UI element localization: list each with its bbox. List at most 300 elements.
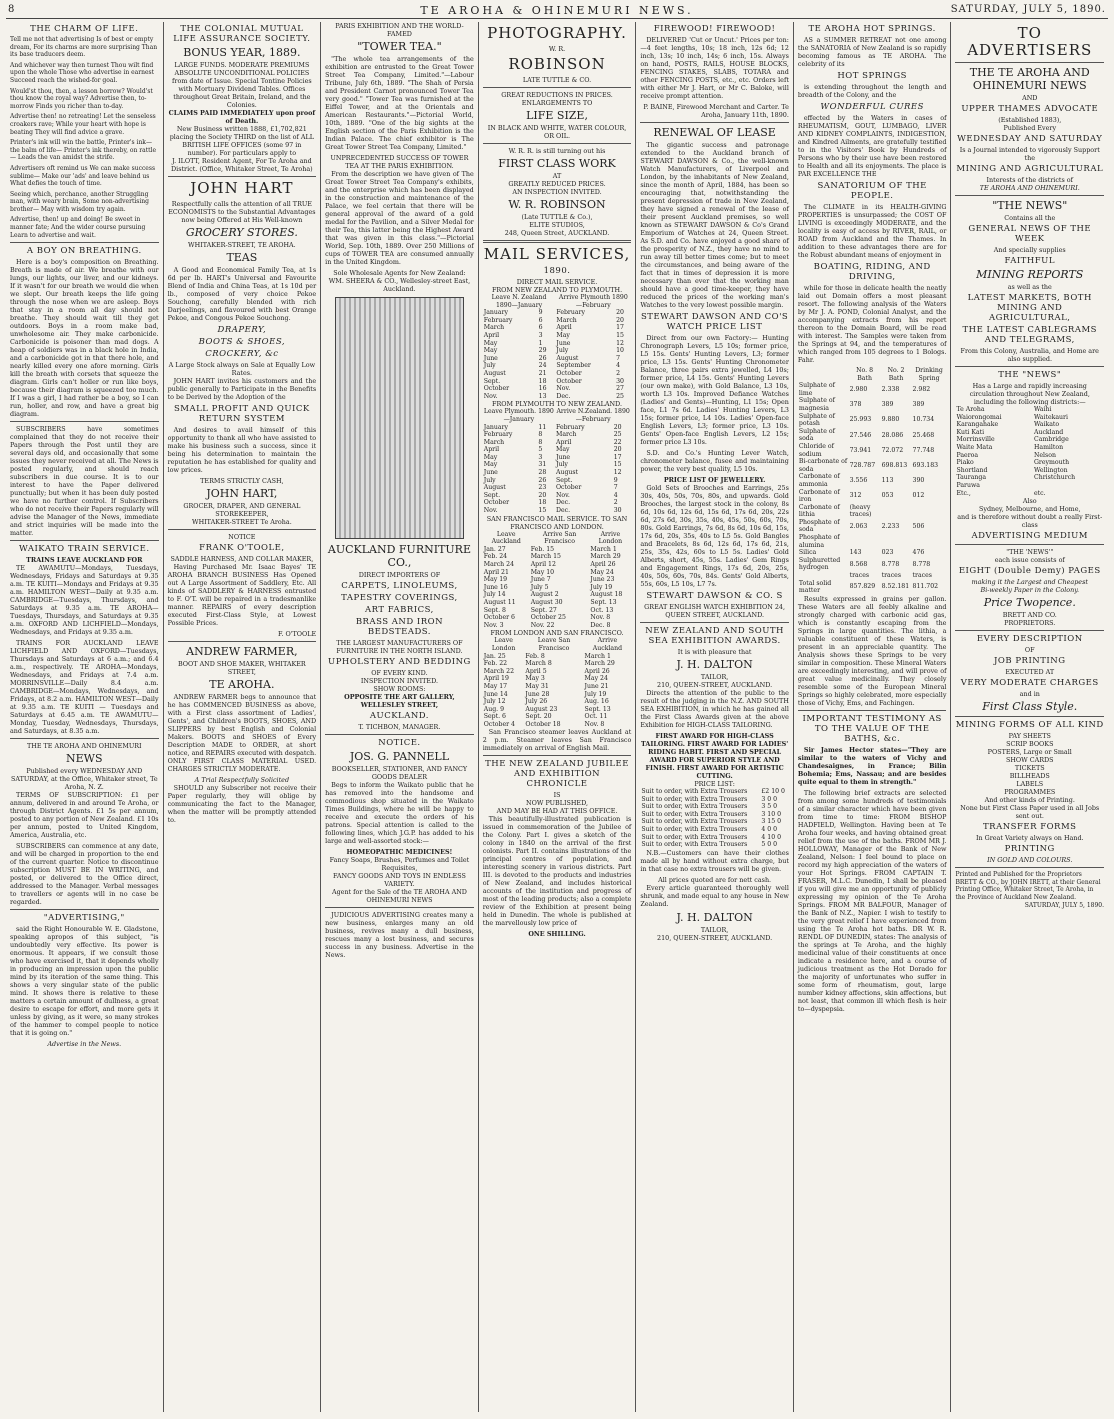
reductions: GREAT REDUCTIONS IN PRICES. [501, 91, 613, 99]
table-row [483, 698, 632, 706]
insurance-more: New Business written 1888, £1,702,821 placing the Society THIRD on the list of ALL BRITISH LIFE OFFICES (some 97 in number). For particulars apply to [169, 125, 314, 157]
table-cell: March 1 [590, 545, 617, 553]
table-cell: June 21 [584, 682, 609, 690]
unprecedented: UNPRECEDENTED SUCCESS OF TOWER TEA AT THE PARIS EXHIBITION. [330, 154, 469, 170]
therefore: and is therefore without doubt a really First-class [957, 513, 1103, 530]
table-cell: Suit to order, with Extra Trousers [641, 833, 748, 841]
district-name: Paruwa [956, 481, 980, 489]
table-cell: Nov. 22 [530, 621, 555, 629]
table-cell: 11 [538, 423, 547, 431]
print-item: POSTERS, Large or Small [987, 748, 1072, 757]
also: Also [1022, 497, 1037, 506]
table-cell: 378 [849, 401, 862, 409]
analysis-row [798, 504, 947, 519]
table-cell: 2.063 [849, 522, 868, 530]
table-cell: traces [881, 572, 902, 580]
table-cell: April 19 [483, 675, 509, 683]
of: OF [1024, 646, 1035, 655]
table-row [483, 576, 632, 584]
table-cell: May [483, 453, 498, 461]
masthead [6, 4, 1108, 19]
table-cell: March 22 [483, 667, 515, 675]
tapestry: TAPESTRY COVERINGS, [341, 593, 458, 603]
table-cell: August 30 [530, 598, 563, 606]
table-cell: 053 [881, 492, 894, 500]
table-row [483, 569, 632, 577]
table-row [483, 653, 632, 661]
table-cell: 10 [616, 347, 624, 355]
header-cell [798, 367, 849, 382]
first-class-work: FIRST CLASS WORK [498, 157, 616, 170]
suit-row [640, 834, 789, 842]
sf-title: SAN FRANCISCO MAIL SERVICE. TO SAN FRANCISCO AND LONDON. [486, 514, 628, 531]
table-cell: Phosphate of soda [798, 518, 840, 534]
districts-list [955, 406, 1104, 497]
table-cell: 26 [538, 354, 547, 362]
hot-springs-title: TE AROHA HOT SPRINGS. [808, 24, 936, 34]
table-cell: 31 [538, 461, 547, 469]
district-name: Waihi [1033, 406, 1052, 413]
district-row [955, 444, 1104, 452]
table-cell: March 8 [525, 660, 552, 668]
stock-text: A Large Stock always on Sale at Equally Low Rates. [168, 361, 316, 377]
testimony-body: The following brief extracts are selected from among some hundreds of testimonials of a similar character which have been given from time to time: FROM BISHOP HADFIELD, Wellington. Having been at Te Aroha four weeks, and having obtained great relief from the use of the baths. FROM MR J. HOLLOWAY, Manager of the Bank of New Zealand, Nelson: I feel bound to place on record my high appreciation of the waters of your Hot Springs. FROM CAPTAIN T. FRASER, M.L.C. Dunedin, I shall be pleased if you will give me an opportunity of publicly expressing my opinion of the Te Aroha Springs. FROM MR BALFOUR, Manager of the Bank of N.Z., Napier. I wish to testify to the very great relief I have experienced from using the Te Aroha hot baths. DR W. R. RENDL OF DUNEDIN, states: The analysis of the springs at Te Aroha, and the highly medicinal value of their constituents at once indicate a residence here, and a course of judicious treatment as the Hot Dorado for the majority of unfortunates who suffer in some form of rheumatism, gout, large number kidney affections, skin affections, but not least, that common ill which flesh is heir to—dyspepsia. [797, 788, 947, 1013]
farmer-trade: BOOT AND SHOE MAKER, WHITAKER STREET, [177, 660, 306, 676]
table-cell: Suit to order, with Extra Trousers [641, 803, 748, 811]
variety: In Great Variety always on Hand. [975, 834, 1084, 843]
at: AT [552, 172, 562, 180]
table-row [483, 492, 632, 500]
table-cell: Nov. [555, 491, 570, 499]
table-cell: May 19 [483, 576, 508, 584]
table-cell: Sulphuretted hydrogen [798, 556, 841, 572]
sd-list: Direct from our own Factory:— Hunting Chronograph Levers, L5 10s; former price, L5 15s. Gents' Hunting Levers, L3; former price, L3 15s. Gents' Hunting Chronometer Balance, three pairs extra jewelled, L4 10s; former price, L4 15s. Gents' Hunting Levers (our own make), with Gold Balance, L3 10s, worth L3 10s. Improved Defiance Watches (Ladies' and Gents)—Hunting, L1 15s; Open face, L1 7s 6d. Ladies' Hunting Levers, L3 15s; former price, L4 10s. Ladies' Open-face English Levers, L3; former price, L3 10s. Gents' Open-face English Levers, L2 15s; former price L3 10s. [640, 334, 789, 446]
table-cell: Chloride of sodium [798, 442, 834, 458]
sd-more: S.D. and Co.'s Hunting Lever Watch, chronometer balance, fusee and maintaining power, the very best quality, L5 10s. [640, 449, 789, 473]
poem-stanza: Advertisers oft remind us We can make success sublime— Make our 'ads' and leave behind us What defies the touch of time. [10, 164, 156, 188]
table-cell: May 3 [525, 675, 545, 683]
table-cell: 2 [616, 369, 621, 377]
poem-stanza: Advertise then! no retreating! Let the senseless croakers rave; While your heart with hope is beating They will find advice a grave. [10, 113, 156, 136]
sd-address-2: GREAT ENGLISH WATCH EXHIBITION 24, QUEEN STREET, AUCKLAND. [644, 603, 786, 619]
carpets: CARPETS, LINOLEUMS, [341, 581, 458, 591]
table-cell: traces [849, 572, 870, 580]
table-cell: 30 [616, 377, 624, 385]
header-cell: Leave Plymouth. 1890—January [483, 408, 554, 423]
imprint-date: SATURDAY, JULY 5, 1890. [1024, 901, 1105, 909]
district-row [955, 436, 1104, 444]
pannell-trade: BOOKSELLER, STATIONER, AND FANCY GOODS DEALER [331, 765, 468, 781]
hart-2-trade: GROCER, DRAPER, AND GENERAL STOREKEEPER, [183, 502, 301, 518]
table-cell: 72.072 [881, 446, 904, 454]
consists: each issue consists of [994, 556, 1065, 565]
table-cell: Dec. [555, 499, 571, 507]
table-cell: £2 10 0 [761, 788, 785, 795]
tower-tea: "TOWER TEA." [357, 40, 442, 53]
analysis-row [798, 489, 947, 504]
cablegrams: THE LATEST CABLEGRAMS AND TELEGRAMS, [962, 325, 1097, 345]
boots-shoes: BOOTS & SHOES, [198, 337, 286, 347]
gold-colours: IN GOLD AND COLOURS. [987, 856, 1073, 865]
analysis-row [798, 428, 947, 443]
table-cell: May 17 [483, 682, 508, 690]
table-cell: 22 [613, 438, 622, 446]
table-cell: 143 [849, 549, 862, 557]
table-cell: March 29 [590, 553, 621, 561]
brass-iron: BRASS AND IRON BEDSTEADS. [355, 617, 444, 637]
newspaper-title: TE AROHA & OHINEMURI NEWS. [420, 4, 694, 17]
upper-thames: UPPER THAMES ADVOCATE [961, 104, 1099, 114]
table-cell: April [555, 438, 572, 446]
table-row [483, 324, 632, 332]
table-cell: 4 0 0 [761, 825, 778, 833]
table-cell: Feb. 22 [483, 660, 508, 668]
table-cell: Jan. 25 [483, 652, 506, 660]
bonus-year: BONUS YEAR, 1889. [183, 46, 301, 59]
from-london: FROM LONDON AND SAN FRANCISCO. [490, 629, 624, 638]
print-item: LABELS [1016, 780, 1044, 789]
trial: A Trial Respectfully Solicited [194, 776, 290, 784]
district-row [955, 452, 1104, 460]
table-cell: February [483, 431, 513, 439]
table-cell: 20 [613, 446, 622, 454]
tower-agents: Sole Wholesale Agents for New Zealand: WM. SHEERA & CO., Wellesley-street East, Auckland. [328, 269, 471, 293]
subscribers-notice: SUBSCRIBERS have sometimes complained that they do not receive their Papers through the Post until they are several days old, and occasionally that some issues they never received at all. The News is posted regularly, and should reach subscribers in due course. It is to our interest to have the Paper delivered punctually; but when it has been duly posted we have no further control. If Subscribers who do not receive their Papers regularly will advise the Manager of the News, immediate and strict inquiries will be made into the matter. [10, 425, 159, 538]
dalton-awards: FIRST AWARD FOR HIGH-CLASS TAILORING. FIRST AWARD FOR LADIES' RIDING HABIT. FIRST AND SPECIAL AWARD FOR SUPERIOR STYLE AND FINISH. FIRST AWARD FOR ARTISTIC CUTTING. [641, 732, 789, 780]
table-cell: 20 [538, 491, 547, 499]
column-7 [951, 22, 1108, 1412]
table-cell: October 25 [530, 614, 566, 622]
district-name [1033, 482, 1104, 490]
table-row [483, 706, 632, 714]
table-cell: Sulphate of potash [798, 412, 835, 428]
trains-text: TE AWAMUTU—Mondays, Tuesdays, Wednesdays, Fridays and Saturdays at 9.35 a.m. TE KUITI—Mondays and Fridays at 9.35 a.m. HAMILTON WEST—Daily at 9.35 a.m. CAMBRIDGE—Tuesdays, Thursdays, and Saturdays at 9.35 a.m. TE AROHA—Tuesdays, Thursdays, and Saturdays at 9.35 a.m. OXFORD AND LICHFIELD—Mondays, Wednesdays, and Fridays at 9.35 a.m. [10, 564, 159, 637]
table-row [483, 584, 632, 592]
district-name: Christchurch [1033, 474, 1076, 482]
table-cell: February [556, 309, 586, 317]
table-cell: Dec. 8 [590, 621, 611, 629]
table-cell: 25.468 [912, 431, 935, 439]
circulation: Has a Large and rapidly increasing circulation throughout New Zealand, including the following districts:— [969, 382, 1090, 406]
district-name: Te Aroha [956, 406, 985, 413]
print-list [955, 732, 1104, 796]
table-row [483, 546, 632, 554]
robinson-address: 248, Queen Street, AUCKLAND. [504, 229, 610, 237]
notice-2: NOTICE. [378, 738, 421, 748]
table-cell: Nov. 8 [584, 720, 605, 728]
other-printing: And other kinds of Printing. [984, 796, 1075, 805]
wonderful-cures: WONDERFUL CURES [820, 102, 924, 112]
late-tuttle-2: (Late TUTTLE & Co.), [521, 213, 593, 221]
table-cell: 12 [613, 469, 622, 477]
jubilee-chronicle: THE NEW ZEALAND JUBILEE AND EXHIBITION CHRONICLE [485, 759, 629, 790]
table-cell: 2.338 [881, 385, 900, 393]
paper-title: THE TE AROHA AND OHINEMURI [26, 742, 142, 751]
table-cell: March 29 [584, 660, 615, 668]
judicious: JUDICIOUS ADVERTISING creates many a new business, enlarges many an old business, revives many a dull business, rescues many a lost business, and secures success in any business. Advertise in the News. [325, 911, 474, 959]
table-cell: 21 [538, 369, 547, 377]
table-cell: March [483, 438, 505, 446]
breathing-text: Here is a boy's composition on Breathing. Breath is made of air. We breathe with our lungs, our lights, our liver, and our kidneys. If it wasn't for our breath we would die when we slept. Our breath keeps the life going through the nose when we are asleep. Boys that stay in a room all day should not breathe. They should wait till they get outdoors. Boys in a room make bad, unwholesome air. They make carbonicide. Carbonicide is poisoner than mad dogs. A heap of soldiers was in a black hole in India, and a carbonicide got in that there hole, and nearly killed every one afore morning. Girls kill the breath with corsets that squeeze the diagram. Girls can't holler or run like boys, because their diagram is squeezed too much. If I was a girl, I had rather be a boy, so I can run, holler, and row, and have a great big diagram. [10, 258, 159, 419]
table-cell: March 24 [483, 561, 515, 568]
table-cell: 20 [613, 423, 622, 431]
climate: The CLIMATE in its HEALTH-GIVING PROPERTIES is unsurpassed; the COST OF LIVING is exceedingly MODERATE, and the locality is easy of access by RIVER, RAIL, or ROAD from Auckland and the Thames. In addition to these advantages there are for the Robust abundant means of enjoyment in [797, 203, 947, 259]
table-cell: Nov. [483, 392, 498, 400]
train-title: WAIKATO TRAIN SERVICE. [19, 544, 150, 555]
poem-stanza: And whichever way then turnest Thou wilt find upon the whole Those who advertise in earnest Succeed reach the wished-for goal. [10, 61, 155, 84]
table-cell: 5 0 0 [761, 841, 778, 849]
analysis-row [798, 580, 947, 595]
table-row [483, 469, 632, 477]
table-header [483, 408, 632, 423]
table-cell: May [483, 339, 498, 347]
district-name: Nelson [1033, 451, 1056, 459]
table-cell: April 26 [584, 667, 610, 675]
table-cell: Nov. 3 [483, 621, 504, 629]
page-number: 8 [8, 4, 18, 15]
district-row [955, 490, 1104, 498]
and-1: AND [1022, 94, 1038, 102]
poem-stanza: Tell me not that advertising Is of best or empty dream, For its charms are more surprising Than its base traducers deem. [10, 36, 158, 59]
as-well: as well as the [1007, 283, 1052, 291]
guarantee: Every article guaranteed thoroughly well shrunk, and made equal to any house in New Zealand. [640, 883, 789, 908]
suit-row [640, 796, 789, 804]
table-cell: August 23 [525, 705, 558, 713]
hot-springs-intro: AS a SUMMER RETREAT not one among the SANATORIA of New Zealand is so rapidly becoming famous as TE AROHA. The celebrity of its [797, 36, 947, 68]
table-cell: 28 [538, 469, 547, 477]
table-cell: April [556, 324, 572, 332]
district-name: Cambridge [1033, 436, 1069, 444]
table-cell: April 12 [530, 561, 556, 568]
analysis-row [798, 549, 947, 557]
hart-intro: Respectfully calls the attention of all TRUE ECONOMISTS to the Substantial Advantages now being Offered at His Well-known [168, 200, 316, 224]
nb-note: N.B.—Customers can have their clothes made all by hand without extra charge, but in that case no extra trousers will be given. [640, 848, 789, 873]
price-list: PRICE LIST: [694, 780, 735, 788]
table-cell: April [483, 331, 500, 339]
column-2 [164, 22, 322, 1412]
should-notice: SHOULD any Subscriber not receive their Paper regularly, they will oblige by communicating the fact to the Manager, when the matter will be promptly attended to. [167, 784, 317, 824]
first-class-style: First Class Style. [982, 700, 1078, 714]
from-plymouth: FROM PLYMOUTH TO NEW ZEALAND. [492, 400, 622, 409]
every-description: EVERY DESCRIPTION [976, 634, 1083, 645]
table-cell: 16 [538, 385, 547, 393]
boating: BOATING, RIDING, AND DRIVING, [813, 262, 931, 282]
header-cell: Arrive Auckland [592, 637, 623, 652]
eight-pages: EIGHT (Double Demy) PAGES [958, 566, 1101, 577]
district-row [955, 474, 1104, 482]
analysis-row [798, 519, 947, 534]
advertising-text: said the Right Honourable W. E. Gladstone, speaking apropos of this subject, "is undoubtedly very effective. Its power is enormous. It appears, if we consult those who have exercised it, that it depends wholly in producing an impression upon the public mind by its iteration of the same thing. This shows a very singular state of the public mind. It shows there is relative to these matters a certain amount of dullness, a great desire to escape for effort, and more gets it unless by giving, as it were, so many strokes of the hammer to compel people to notice that it is going on." [10, 925, 159, 1038]
table-cell: 18 [538, 499, 547, 507]
table-row [483, 347, 632, 355]
terms-text: TERMS OF SUBSCRIPTION: £1 per annum, delivered in and around Te Aroha, or through District Agents. £1 5s per annum, posted to any portion of New Zealand. £1 10s per annum, posted to United Kingdom, America, Australia, etc. [10, 791, 159, 840]
analysis-row [798, 382, 947, 397]
table-row [483, 332, 632, 340]
table-cell: 698.813 [881, 461, 908, 469]
frank-otoole: FRANK O'TOOLE, [199, 543, 285, 553]
table-cell: March 1 [584, 652, 611, 660]
hart-invite: JOHN HART invites his customers and the public generally to Participate in the Benefits to be Derived by the Adoption of the [167, 377, 317, 401]
header-cell: Arrive San Francisco [542, 530, 577, 546]
table-cell: 2.982 [912, 385, 931, 393]
pleasure: It is with pleasure that [677, 648, 752, 656]
table-cell: 3.556 [849, 477, 868, 485]
table-cell: 9 [613, 476, 618, 484]
none-but: None but First Class Paper used in all Jobs sent out. [960, 804, 1100, 821]
jubilee-body: This beautifully-illustrated publication is issued in commemoration of the Jubilee of the Colony. Part I. gives a sketch of the colony in 1840 on the arrival of the first colonists. Part II. contains illustrations of the principal centres of population, and interesting scenery in various districts. Part III. is devoted to the products and industries of New Zealand, and includes historical accounts of the institution and progress of most of the leading products; also a complete review of the Exhibition at present being held in Dunedin. The whole is published at the marvellously low price of [482, 815, 632, 928]
cures-body: effected by the Waters in cases of RHEUMATISM, GOUT, LUMBAGO, LIVER AND KIDNEY COMPLAINTS, INDIGESTION, and Kindred Ailments, are gratefully testified to in the Visitors' Book by Hundreds of Persons who by their use have been restored to Health and all its enjoyments. The place is PAR EXCELLENCE THE [797, 114, 947, 178]
table-cell: March [555, 431, 577, 439]
table-cell: Silica [798, 549, 817, 557]
water-analysis-table [798, 367, 947, 595]
journal: Is a Journal intended to vigorously Support the [959, 146, 1100, 162]
table-cell: May [556, 331, 570, 339]
table-cell: 3 10 0 [761, 810, 782, 818]
district-name: Etc., [956, 489, 971, 497]
the-news: "THE NEWS" [992, 199, 1068, 212]
table-row [483, 362, 632, 370]
suit-prices [640, 788, 789, 849]
table-row [483, 660, 632, 668]
table-cell: Oct. 11 [584, 713, 608, 721]
table-cell: Aug. 9 [483, 705, 505, 713]
header-cell: Arrive London [598, 530, 623, 546]
enlargements: ENLARGEMENTS TO [521, 99, 593, 107]
table-cell: July 26 [525, 698, 548, 706]
table-cell: 8 [538, 438, 543, 446]
paris-heading: PARIS EXHIBITION AND THE WORLD-FAMED [335, 22, 464, 38]
grocery-location: WHITAKER-STREET, TE AROHA. [188, 241, 296, 249]
district-name: etc. [1033, 489, 1046, 497]
table-header [483, 531, 632, 546]
otoole-trade: SADDLE HARNESS, AND COLLAR MAKER, [170, 555, 314, 563]
late-tuttle: LATE TUTTLE & CO. [522, 76, 592, 84]
suit-row [640, 811, 789, 819]
district-row [955, 414, 1104, 422]
table-cell: 25 [616, 392, 624, 400]
analysis-row [798, 473, 947, 488]
table-cell: March [556, 316, 577, 324]
proprietors: PROPRIETORS. [1004, 619, 1056, 628]
table-cell: 7 [613, 484, 618, 492]
general-news: GENERAL NEWS OF THE WEEK [968, 224, 1092, 244]
table-cell: Sept. 20 [525, 713, 552, 721]
inspection-invited: INSPECTION INVITED. [360, 677, 438, 685]
table-cell: 12 [616, 339, 624, 347]
table-cell: May 24 [590, 568, 614, 576]
table-cell: July 5 [530, 583, 549, 591]
terms-cash: TERMS STRICTLY CASH, [200, 477, 284, 485]
table-row [483, 561, 632, 569]
transfer-forms: TRANSFER FORMS [983, 822, 1077, 833]
claims: CLAIMS PAID IMMEDIATELY upon proof of Death. [168, 109, 316, 125]
faithful: FAITHFUL [1004, 256, 1055, 266]
district-name: Tauranga [956, 474, 987, 482]
biweekly: Bi-weekly Paper in the Colony. [980, 586, 1079, 595]
district-name: Paeroa [956, 451, 979, 459]
sydney: Sydney, Melbourne, and Home, [978, 505, 1081, 514]
district-name: Kuti Kati [956, 428, 985, 436]
districts: TE AROHA AND OHINEMURI. [979, 184, 1080, 192]
table-cell: May 10 [530, 568, 555, 576]
subs-note: SUBSCRIBERS can commence at any date, and will be charged in proportion to the end of the current quarter. Notice to discontinue subscription MUST BE IN WRITING, and posted, or delivered to the Office direct, addressed to the Manager. Verbal messages to travellers or agents will in no case be regarded. [10, 842, 159, 907]
poem-body [10, 36, 159, 239]
table-cell [798, 572, 849, 580]
table-cell: October [556, 377, 582, 385]
header-cell: Drinking Spring [915, 367, 943, 382]
small-profit: SMALL PROFIT AND QUICK RETURN SYSTEM [173, 404, 310, 424]
table-cell: July [555, 461, 568, 469]
drapery: DRAPERY, [217, 325, 267, 335]
small-profit-body: And desires to avail himself of this opportunity to thank all who have assisted to make his business such a success, since it being his determination to maintain the reputation he has established for quality and low prices. [167, 426, 317, 474]
header-cell: Leave Auckland [491, 530, 521, 546]
table-cell: 30 [613, 507, 622, 515]
jewellery-title: PRICE LIST OF JEWELLERY. [663, 476, 766, 484]
table-cell: February [555, 423, 585, 431]
analysis-row [798, 534, 947, 549]
fancy-goods: FANCY GOODS AND TOYS IN ENDLESS VARIETY. [332, 872, 466, 888]
table-row [483, 721, 632, 729]
now-published: NOW PUBLISHED, [526, 799, 589, 808]
making: making it the Largest and Cheapest [971, 578, 1088, 587]
table-cell: Nov. 8 [590, 614, 611, 622]
imprint: Printed and Published for the Proprietors BRETT & CO., by JOHN IRETT, at their General Printing Office, Whitaker Street, Te Aroha, in the Province of Auckland New Zealand. [955, 871, 1101, 901]
table-cell: May 24 [584, 675, 608, 683]
advertising-medium: ADVERTISING MEDIUM [971, 531, 1088, 542]
print-item: BILLHEADS [1009, 772, 1050, 781]
analysis-intro: while for those in delicate health the neatly laid out Domain offers a most pleasant resort. The following analysis of the Waters by Mr J. A. POND, Colonial Analyst, and the accompanying extracts from his report thereon to the Domain Board, will be read with interest. The Samples were taken from the Springs at 94, and the temperatures of which ranged from 105 degrees to 1 Bologs. Fahr. [797, 284, 947, 364]
sanatorium: SANATORIUM OF THE PEOPLE. [817, 181, 927, 201]
hart-2-location: WHITAKER-STREET Te Aroha. [192, 518, 292, 526]
table-cell: 857.829 [849, 583, 876, 591]
analysis-row [798, 458, 947, 473]
table-cell: 023 [881, 549, 894, 557]
plymouth-nz-table [483, 408, 632, 514]
moderate-charges: VERY MODERATE CHARGES [960, 678, 1099, 689]
table-cell: Sept. [555, 476, 573, 484]
news-2: THE "NEWS" [998, 370, 1062, 380]
table-cell: 3 15 0 [761, 818, 782, 826]
table-row [483, 370, 632, 378]
district-name: Piako [956, 459, 974, 467]
hector-quote: Sir James Hector states—"They are similar to the waters of Vichy and Chandesaignes, in France; Bilin Bohemia; Ems, Nassau; and are besides quite equal to them in strength." [797, 745, 947, 786]
table-cell: 728.787 [849, 461, 876, 469]
table-cell: Feb. 15 [530, 545, 555, 553]
london-sf-table [483, 637, 632, 728]
table-cell: February [483, 316, 513, 324]
table-cell: 10.734 [912, 416, 935, 424]
poem-stanza: Advertise, then! up and doing! Be sweet in manner fate; And the wider course pursuing Learn to advertise and wait. [10, 216, 146, 239]
table-cell: January [483, 309, 509, 317]
print-item: PROGRAMMES [1004, 788, 1056, 797]
sf-note: San Francisco steamer leaves Auckland at 2 p.m. Steamer leaves San Francisco immediately on arrival of English Mail. [482, 728, 632, 753]
suit-row [640, 841, 789, 849]
otoole-signature: F. O'TOOLE [278, 630, 317, 638]
column-5 [636, 22, 794, 1412]
district-name: Waite Mata [956, 443, 993, 451]
table-cell: 24 [538, 362, 547, 370]
table-cell: 8.52.181 [881, 583, 910, 591]
suit-row [640, 826, 789, 834]
mining-forms: MINING FORMS OF ALL KIND [955, 720, 1104, 731]
table-row [483, 713, 632, 721]
table-row [483, 378, 632, 386]
table-row [483, 507, 632, 515]
table-row [483, 340, 632, 348]
header-cell: No. 2 Bath [887, 367, 905, 382]
table-cell: 6 [538, 324, 543, 332]
table-cell: May [555, 446, 570, 454]
